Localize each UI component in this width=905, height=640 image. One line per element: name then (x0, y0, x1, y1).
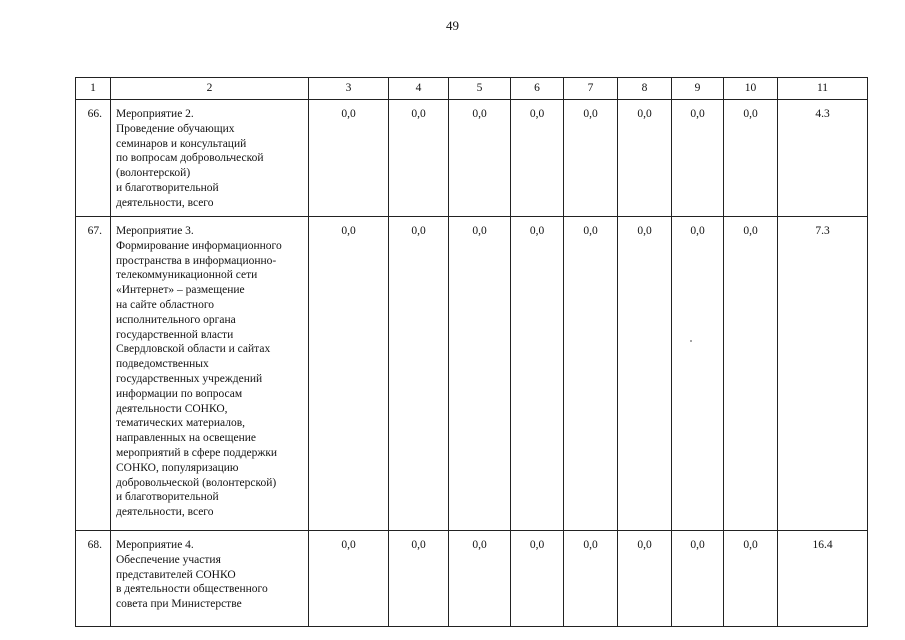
description-line: по вопросам добровольческой (116, 152, 264, 165)
reference-cell: 16.4 (778, 531, 868, 627)
value-cell: 0,0 (449, 217, 511, 531)
value-cell: 0,0 (511, 100, 564, 217)
column-header: 3 (309, 78, 389, 100)
description-line: государственной власти (116, 328, 234, 341)
reference-cell: 7.3 (778, 217, 868, 531)
row-number: 67. (76, 217, 111, 531)
description-line: Мероприятие 4. (116, 539, 194, 551)
description-line: (волонтерской) (116, 167, 191, 180)
description-line: телекоммуникационной сети (116, 269, 258, 282)
description-line: СОНКО, популяризацию (116, 461, 239, 474)
description-line: деятельности, всего (116, 196, 214, 209)
description-line: Формирование информационного (116, 239, 282, 252)
description-line: представителей СОНКО (116, 568, 236, 581)
value-cell: 0,0 (309, 100, 389, 217)
description-line: Обеспечение участия (116, 553, 221, 566)
description-line: Мероприятие 2. (116, 108, 194, 120)
description-line: Проведение обучающих (116, 122, 235, 135)
description-line: деятельности, всего (116, 506, 214, 519)
row-number: 68. (76, 531, 111, 627)
description-line: семинаров и консультаций (116, 137, 247, 150)
description-line: тематических материалов, (116, 417, 245, 430)
value-cell: 0,0 (511, 531, 564, 627)
description-line: исполнительного органа (116, 313, 236, 326)
description-line: и благотворительной (116, 491, 219, 504)
column-header: 9 (672, 78, 724, 100)
value-cell: 0,0 (449, 531, 511, 627)
column-header: 1 (76, 78, 111, 100)
value-cell: 0,0 (389, 100, 449, 217)
value-cell: 0,0 (449, 100, 511, 217)
description-line: деятельности СОНКО, (116, 402, 228, 415)
reference-cell: 4.3 (778, 100, 868, 217)
row-description (111, 100, 309, 217)
page-number: 49 (446, 18, 459, 33)
value-cell: 0,0 (724, 100, 778, 217)
value-cell: 0,0 (672, 217, 724, 531)
description-line: подведомственных (116, 358, 209, 371)
description-line: добровольческой (волонтерской) (116, 476, 277, 489)
description-line: совета при Министерстве (116, 598, 242, 611)
value-cell: 0,0 (564, 217, 618, 531)
value-cell: 0,0 (309, 217, 389, 531)
description-line: на сайте областного (116, 298, 215, 311)
column-header: 7 (564, 78, 618, 100)
column-header: 2 (111, 78, 309, 100)
description-line: «Интернет» – размещение (116, 284, 245, 297)
description-line: Мероприятие 3. (116, 225, 194, 237)
description-line: пространства в информационно- (116, 254, 277, 267)
value-cell: 0,0 (618, 217, 672, 531)
description-line: информации по вопросам (116, 387, 243, 400)
table-row (76, 531, 868, 627)
row-description (111, 531, 309, 627)
column-header: 5 (449, 78, 511, 100)
value-cell: 0,0 (309, 531, 389, 627)
value-cell: 0,0 (618, 100, 672, 217)
description-line: государственных учреждений (116, 372, 263, 385)
column-header: 4 (389, 78, 449, 100)
row-number: 66. (76, 100, 111, 217)
value-cell: 0,0 (724, 531, 778, 627)
value-cell: 0,0 (724, 217, 778, 531)
header-row (76, 78, 868, 100)
value-cell: 0,0 (511, 217, 564, 531)
value-cell: 0,0 (672, 531, 724, 627)
description-line: Свердловской области и сайтах (116, 343, 271, 356)
column-header: 11 (778, 78, 868, 100)
description-line: в деятельности общественного (116, 583, 268, 596)
description-line: направленных на освещение (116, 432, 257, 445)
value-cell: 0,0 (564, 531, 618, 627)
column-header: 8 (618, 78, 672, 100)
value-cell: 0,0 (618, 531, 672, 627)
value-cell: 0,0 (389, 531, 449, 627)
description-line: мероприятий в сфере поддержки (116, 446, 278, 459)
value-cell: 0,0 (389, 217, 449, 531)
row-description (111, 217, 309, 531)
scan-speck (690, 340, 692, 342)
column-header: 6 (511, 78, 564, 100)
program-table (75, 77, 868, 627)
column-header: 10 (724, 78, 778, 100)
value-cell: 0,0 (564, 100, 618, 217)
table-row (76, 217, 868, 531)
value-cell: 0,0 (672, 100, 724, 217)
table-row (76, 100, 868, 217)
description-line: и благотворительной (116, 181, 219, 194)
